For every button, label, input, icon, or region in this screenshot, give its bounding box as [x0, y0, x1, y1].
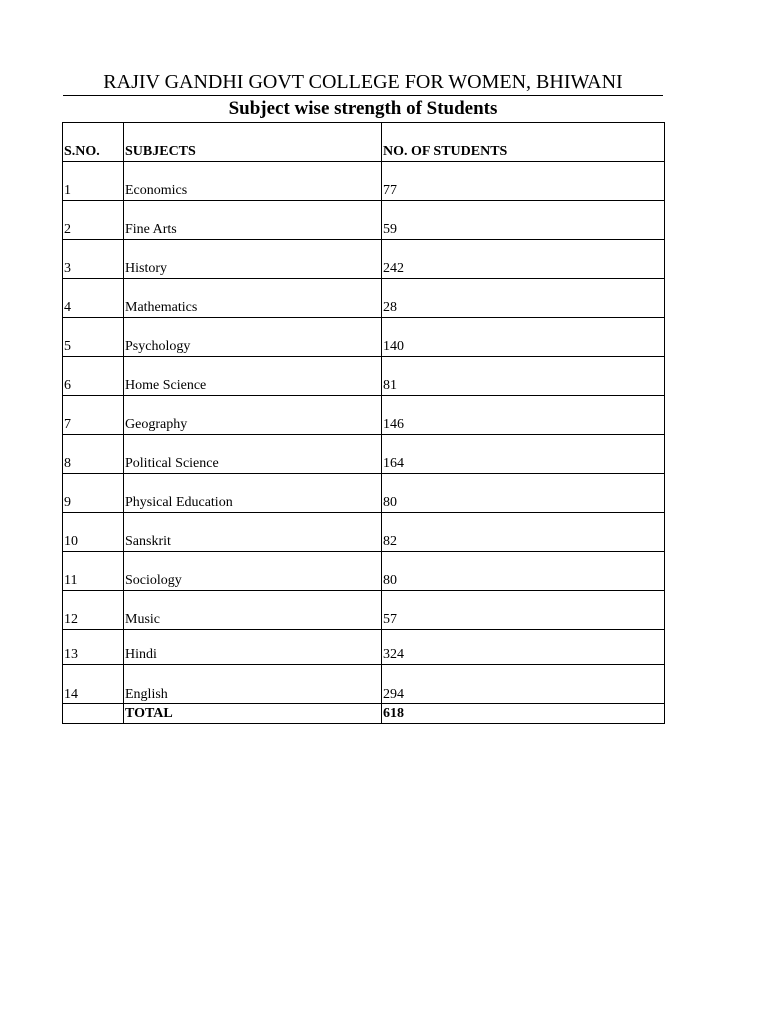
page-subtitle: Subject wise strength of Students	[228, 98, 498, 119]
title-underline	[63, 95, 663, 96]
strength-table	[62, 122, 665, 724]
table-row	[63, 279, 665, 318]
cell-count: 57	[382, 591, 665, 630]
cell-count: 164	[382, 435, 665, 474]
table-row	[63, 357, 665, 396]
total-label: TOTAL	[124, 704, 382, 724]
cell-count: 146	[382, 396, 665, 435]
cell-sno: 8	[63, 435, 124, 474]
table-row	[63, 630, 665, 665]
cell-subject: Geography	[124, 396, 382, 435]
table-row	[63, 318, 665, 357]
cell-subject: Hindi	[124, 630, 382, 665]
header-no-of-students: NO. OF STUDENTS	[382, 123, 665, 162]
cell-subject: Home Science	[124, 357, 382, 396]
table-row	[63, 474, 665, 513]
cell-count: 81	[382, 357, 665, 396]
header-sno: S.NO.	[63, 123, 124, 162]
cell-subject: Economics	[124, 162, 382, 201]
table-row	[63, 591, 665, 630]
cell-sno: 3	[63, 240, 124, 279]
cell-sno: 7	[63, 396, 124, 435]
total-count: 618	[382, 704, 665, 724]
table-total-row	[63, 704, 665, 724]
cell-subject: Music	[124, 591, 382, 630]
table-row	[63, 665, 665, 704]
cell-sno: 9	[63, 474, 124, 513]
page-title: RAJIV GANDHI GOVT COLLEGE FOR WOMEN, BHIWANI	[103, 71, 623, 93]
table-header-row	[63, 123, 665, 162]
cell-count: 324	[382, 630, 665, 665]
table-row	[63, 201, 665, 240]
cell-sno: 11	[63, 552, 124, 591]
cell-sno-empty	[63, 704, 124, 724]
cell-sno: 4	[63, 279, 124, 318]
cell-subject: Mathematics	[124, 279, 382, 318]
table-row	[63, 396, 665, 435]
cell-count: 82	[382, 513, 665, 552]
cell-count: 77	[382, 162, 665, 201]
cell-subject: English	[124, 665, 382, 704]
cell-subject: History	[124, 240, 382, 279]
cell-subject: Fine Arts	[124, 201, 382, 240]
cell-subject: Political Science	[124, 435, 382, 474]
cell-count: 59	[382, 201, 665, 240]
cell-sno: 2	[63, 201, 124, 240]
cell-count: 28	[382, 279, 665, 318]
table-row	[63, 552, 665, 591]
cell-sno: 13	[63, 630, 124, 665]
cell-sno: 14	[63, 665, 124, 704]
table-row	[63, 513, 665, 552]
cell-sno: 10	[63, 513, 124, 552]
cell-subject: Sanskrit	[124, 513, 382, 552]
cell-subject: Sociology	[124, 552, 382, 591]
cell-sno: 12	[63, 591, 124, 630]
cell-count: 80	[382, 474, 665, 513]
cell-subject: Psychology	[124, 318, 382, 357]
table-row	[63, 435, 665, 474]
table-row	[63, 162, 665, 201]
cell-sno: 6	[63, 357, 124, 396]
header-subjects: SUBJECTS	[124, 123, 382, 162]
cell-count: 140	[382, 318, 665, 357]
table-row	[63, 240, 665, 279]
cell-count: 242	[382, 240, 665, 279]
cell-count: 294	[382, 665, 665, 704]
cell-count: 80	[382, 552, 665, 591]
cell-subject: Physical Education	[124, 474, 382, 513]
cell-sno: 1	[63, 162, 124, 201]
cell-sno: 5	[63, 318, 124, 357]
